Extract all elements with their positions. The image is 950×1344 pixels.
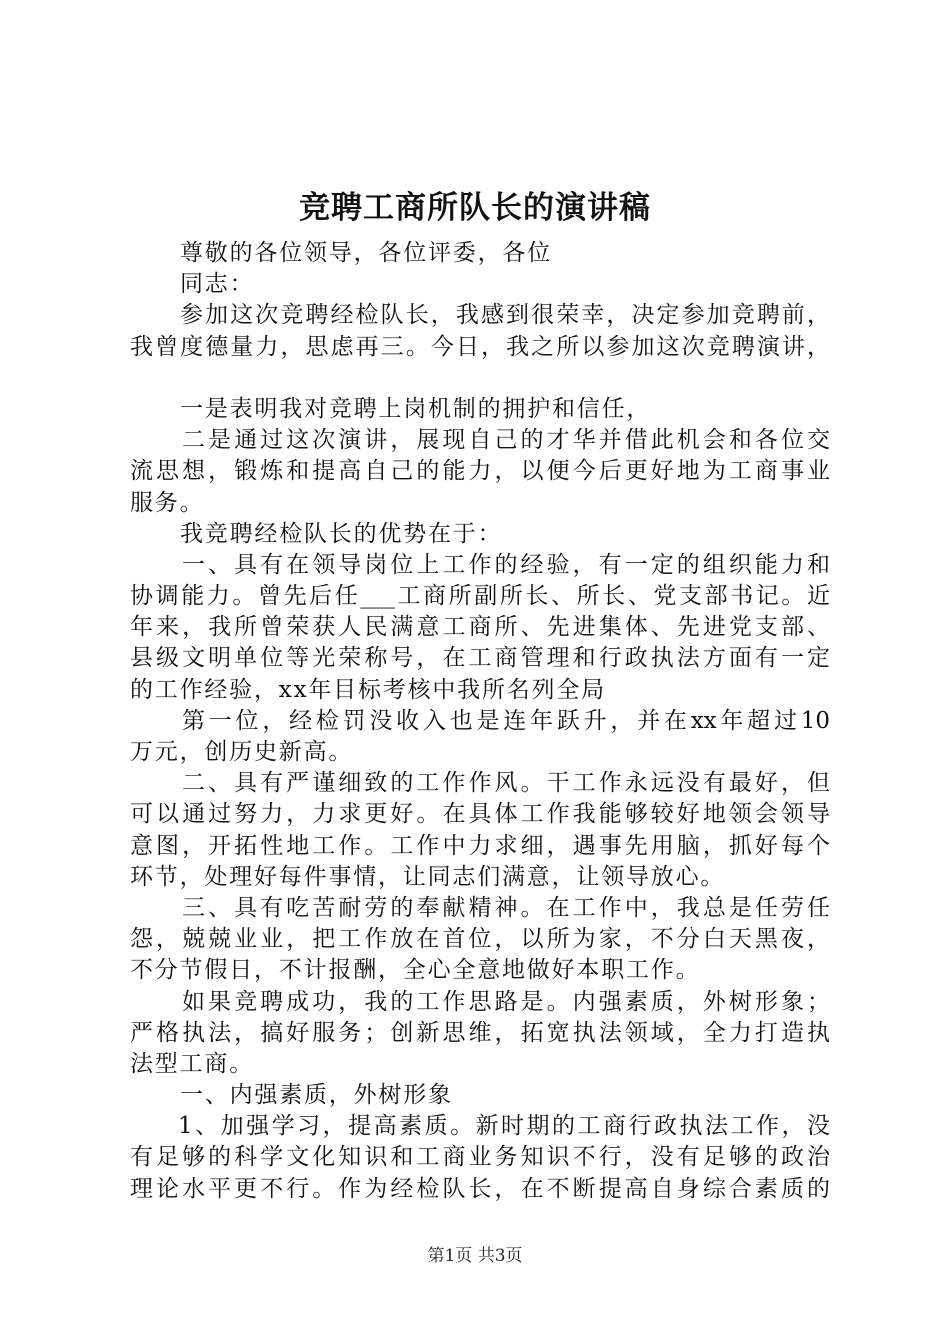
paragraph-line: 流思想，锻炼和提高自己的能力，以便今后更好地为工商事业 [130,458,830,485]
paragraph-line: 有足够的科学文化知识和工商业务知识不行，没有足够的政治 [130,1144,830,1171]
paragraph-line: 严格执法，搞好服务；创新思维，拓宽执法领域，全力打造执 [130,1019,830,1046]
paragraph-line: 三、具有吃苦耐劳的奉献精神。在工作中，我总是任劳任 [182,894,830,921]
blank-line [130,363,830,394]
paragraph-line: 我曾度德量力，思虑再三。今日，我之所以参加这次竞聘演讲， [130,333,830,360]
paragraph-line: 1、加强学习，提高素质。新时期的工商行政执法工作，没 [178,1113,830,1140]
paragraph-line: 年来，我所曾荣获人民满意工商所、先进集体、先进党支部、 [130,614,830,641]
paragraph-line: 环节，处理好每件事情，让同志们满意，让领导放心。 [130,863,726,890]
paragraph-line: 的工作经验，xx年目标考核中我所名列全局 [130,676,606,703]
paragraph-line: 万元，创历史新高。 [130,739,354,765]
paragraph-line: 理论水平更不行。作为经检队长，在不断提高自身综合素质的 [130,1175,830,1202]
paragraph-line: 第一位，经检罚没收入也是连年跃升，并在xx年超过10 [182,707,830,734]
paragraph-line: 一、具有在领导岗位上工作的经验，有一定的组织能力和 [182,551,830,578]
paragraph-line: 法型工商。 [130,1050,254,1077]
paragraph-line: 县级文明单位等光荣称号，在工商管理和行政执法方面有一定 [130,645,830,672]
salutation-line: 同志： [180,271,255,298]
paragraph-line: 二是通过这次演讲，展现自己的才华并借此机会和各位交 [182,427,830,454]
salutation-line: 尊敬的各位领导，各位评委，各位 [180,240,552,266]
section-heading: 一、内强素质，外树形象 [180,1082,453,1109]
paragraph-line: 服务。 [130,489,205,516]
paragraph-line: 一是表明我对竞聘上岗机制的拥护和信任， [180,395,652,422]
document-body [130,238,830,1205]
paragraph-line: 意图，开拓性地工作。工作中力求细，遇事先用脑，抓好每个 [130,832,830,859]
paragraph-line: 可以通过努力，力求更好。在具体工作我能够较好地领会领导 [130,801,830,828]
paragraph-line: 怨，兢兢业业，把工作放在首位，以所为家，不分白天黑夜， [130,926,830,953]
paragraph-line: 参加这次竞聘经检队长，我感到很荣幸，决定参加竞聘前， [180,302,830,329]
paragraph-line: 二、具有严谨细致的工作作风。干工作永远没有最好，但 [182,770,830,797]
paragraph-line: 协调能力。曾先后任___工商所副所长、所长、党支部书记。近 [130,583,830,610]
paragraph-line: 我竞聘经检队长的优势在于： [180,520,503,547]
page-number-footer: 第1页 共3页 [427,1246,523,1266]
document-title: 竞聘工商所队长的演讲稿 [299,190,651,226]
paragraph-line: 如果竞聘成功，我的工作思路是。内强素质，外树形象； [182,988,830,1015]
paragraph-line: 不分节假日，不计报酬，全心全意地做好本职工作。 [130,957,701,984]
